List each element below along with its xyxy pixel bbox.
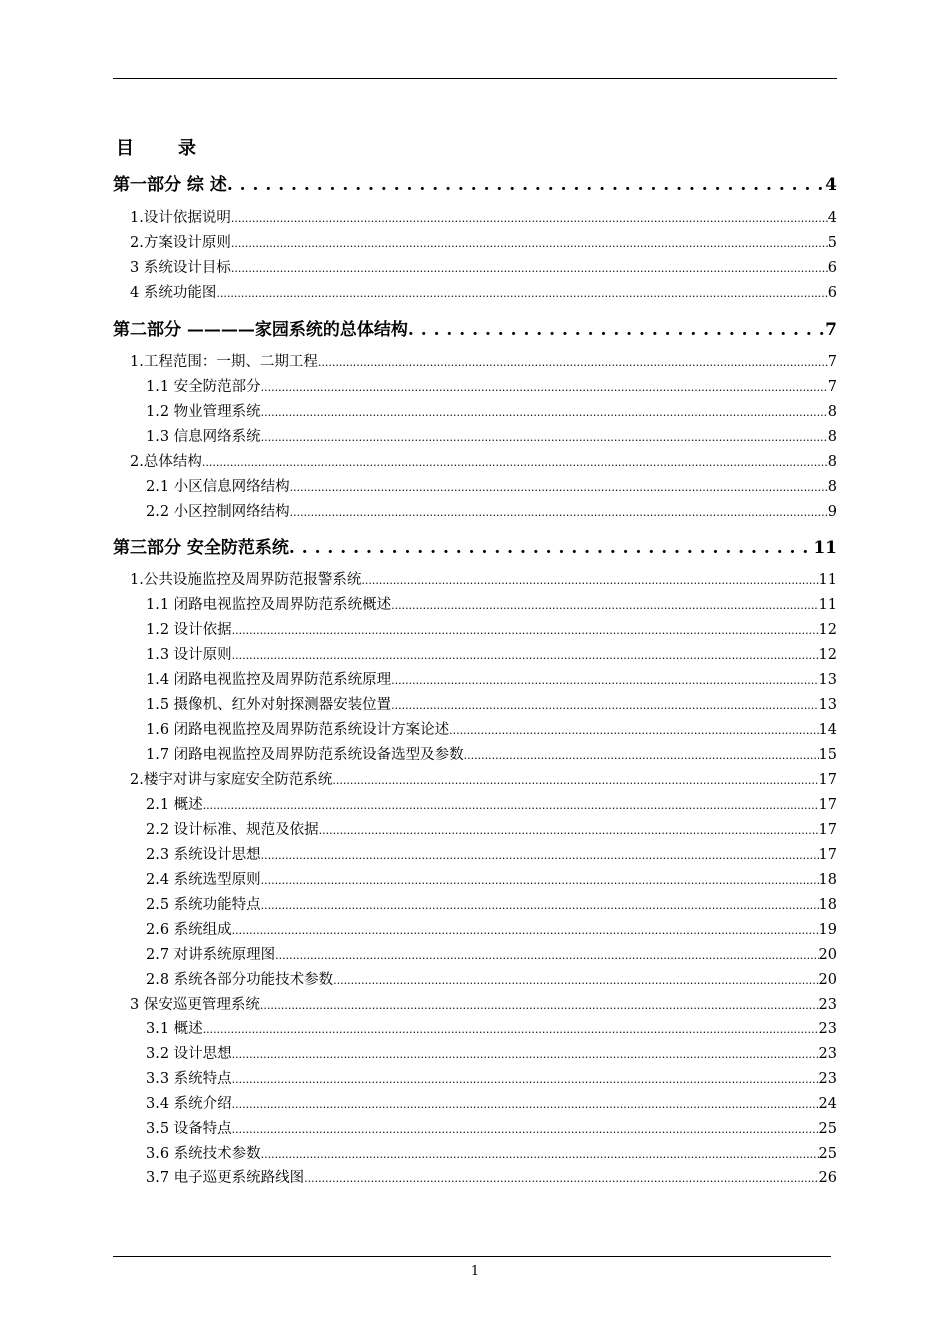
toc-entry-page: 6 xyxy=(827,285,837,301)
toc-entry-label: 3 保安巡更管理系统 xyxy=(130,997,260,1013)
toc-entry-label: 1.5 摄像机、红外对射探测器安装位置 xyxy=(146,697,392,713)
header-rule xyxy=(113,78,837,79)
toc-leader-dots xyxy=(216,285,827,301)
toc-entry-level-3[interactable] xyxy=(146,818,837,838)
toc-leader-dots xyxy=(361,572,818,588)
toc-leader-dots xyxy=(261,872,819,888)
toc-entry-page: 8 xyxy=(827,454,837,470)
toc-title xyxy=(116,134,196,160)
toc-leader-dots xyxy=(232,1071,819,1087)
toc-entry-level-1[interactable] xyxy=(113,315,837,340)
toc-entry-label: 1.4 闭路电视监控及周界防范系统原理 xyxy=(146,672,392,688)
toc-leader-dots xyxy=(261,404,828,420)
toc-entry-label: 3.3 系统特点 xyxy=(146,1071,232,1087)
toc-entry-page: 11 xyxy=(818,572,837,588)
toc-entry-page: 25 xyxy=(818,1121,837,1137)
toc-entry-level-2[interactable] xyxy=(130,350,837,370)
toc-entry-level-2[interactable] xyxy=(130,256,837,276)
toc-entry-label: 1.2 设计依据 xyxy=(146,622,232,638)
toc-leader-dots xyxy=(391,672,818,688)
toc-entry-label: 2.总体结构 xyxy=(130,454,202,470)
toc-entry-level-3[interactable] xyxy=(146,1142,837,1162)
toc-entry-label: 4 系统功能图 xyxy=(130,285,217,301)
toc-entry-page: 15 xyxy=(818,747,837,763)
toc-entry-page: 12 xyxy=(818,647,837,663)
toc-entry-label: 1.3 信息网络系统 xyxy=(146,429,261,445)
toc-leader-dots xyxy=(289,538,813,558)
toc-leader-dots xyxy=(408,320,825,340)
toc-leader-dots xyxy=(261,1146,819,1162)
toc-entry-level-3[interactable] xyxy=(146,893,837,913)
toc-entry-page: 6 xyxy=(827,260,837,276)
toc-entry-page: 7 xyxy=(827,354,837,370)
toc-entry-level-3[interactable] xyxy=(146,1117,837,1137)
toc-leader-dots xyxy=(290,504,828,520)
toc-entry-page: 23 xyxy=(818,1046,837,1062)
toc-entry-page: 14 xyxy=(818,722,837,738)
toc-entry-level-1[interactable] xyxy=(113,170,837,195)
toc-entry-level-3[interactable] xyxy=(146,1042,837,1062)
toc-entry-page: 8 xyxy=(827,479,837,495)
toc-entry-page: 8 xyxy=(827,429,837,445)
toc-entry-page: 25 xyxy=(818,1146,837,1162)
toc-leader-dots xyxy=(260,997,819,1013)
toc-leader-dots xyxy=(261,847,819,863)
toc-entry-label: 2.2 小区控制网络结构 xyxy=(146,504,290,520)
toc-entry-page: 9 xyxy=(827,504,837,520)
toc-leader-dots xyxy=(261,897,819,913)
toc-entry-label: 2.3 系统设计思想 xyxy=(146,847,261,863)
toc-entry-page: 20 xyxy=(818,947,837,963)
toc-entry-level-3[interactable] xyxy=(146,1017,837,1037)
page-number: 1 xyxy=(470,1264,480,1279)
toc-entry-level-3[interactable] xyxy=(146,968,837,988)
toc-leader-dots xyxy=(203,1021,819,1037)
toc-entry-page: 17 xyxy=(818,847,837,863)
toc-entry-page: 12 xyxy=(818,622,837,638)
toc-entry-label: 2.1 小区信息网络结构 xyxy=(146,479,290,495)
toc-leader-dots xyxy=(202,454,828,470)
toc-entry-page: 11 xyxy=(813,538,837,558)
toc-entry-label: 3.1 概述 xyxy=(146,1021,203,1037)
toc-leader-dots xyxy=(232,1121,819,1137)
toc-entry-label: 3.4 系统介绍 xyxy=(146,1096,232,1112)
toc-entry-page: 18 xyxy=(818,897,837,913)
toc-entry-page: 18 xyxy=(818,872,837,888)
toc-entry-label: 3.7 电子巡更系统路线图 xyxy=(146,1170,305,1186)
toc-entry-label: 1.6 闭路电视监控及周界防范系统设计方案论述 xyxy=(146,722,450,738)
toc-entry-label: 1.设计依据说明 xyxy=(130,210,231,226)
toc-leader-dots xyxy=(232,1046,819,1062)
toc-entry-label: 2.方案设计原则 xyxy=(130,235,231,251)
toc-leader-dots xyxy=(318,354,828,370)
toc-entry-label: 2.6 系统组成 xyxy=(146,922,232,938)
toc-entry-level-3[interactable] xyxy=(146,618,837,638)
toc-leader-dots xyxy=(231,210,828,226)
toc-leader-dots xyxy=(232,922,819,938)
toc-leader-dots xyxy=(261,429,828,445)
toc-entry-level-2[interactable] xyxy=(130,450,837,470)
toc-entry-label: 3 系统设计目标 xyxy=(130,260,231,276)
toc-leader-dots xyxy=(261,379,828,395)
toc-entry-level-3[interactable] xyxy=(146,643,837,663)
toc-entry-page: 17 xyxy=(818,797,837,813)
toc-leader-dots xyxy=(231,260,828,276)
toc-entry-page: 23 xyxy=(818,1021,837,1037)
toc-entry-label: 2.1 概述 xyxy=(146,797,203,813)
toc-leader-dots xyxy=(319,822,819,838)
toc-entry-level-3[interactable] xyxy=(146,475,837,495)
toc-entry-page: 26 xyxy=(818,1170,837,1186)
toc-entry-page: 4 xyxy=(825,175,837,195)
toc-entry-label: 1.1 闭路电视监控及周界防范系统概述 xyxy=(146,597,392,613)
toc-entry-label: 2.4 系统选型原则 xyxy=(146,872,261,888)
toc-entry-level-2[interactable] xyxy=(130,768,837,788)
toc-leader-dots xyxy=(391,597,818,613)
toc-title-char-1: 目 xyxy=(116,138,134,159)
toc-leader-dots xyxy=(290,479,828,495)
toc-entry-label: 1.1 安全防范部分 xyxy=(146,379,261,395)
toc-entry-label: 第一部分 综 述 xyxy=(113,175,227,195)
toc-entry-page: 23 xyxy=(818,997,837,1013)
toc-title-char-2: 录 xyxy=(178,138,196,159)
toc-entry-page: 13 xyxy=(818,697,837,713)
toc-entry-label: 2.7 对讲系统原理图 xyxy=(146,947,276,963)
toc-entry-level-3[interactable] xyxy=(146,793,837,813)
toc-entry-level-2[interactable] xyxy=(130,231,837,251)
toc-leader-dots xyxy=(227,175,825,195)
toc-leader-dots xyxy=(203,797,819,813)
toc-leader-dots xyxy=(332,772,818,788)
toc-entry-level-3[interactable] xyxy=(146,693,837,713)
toc-entry-level-2[interactable] xyxy=(130,281,837,301)
toc-entry-page: 8 xyxy=(827,404,837,420)
toc-entry-page: 19 xyxy=(818,922,837,938)
toc-entry-label: 2.5 系统功能特点 xyxy=(146,897,261,913)
toc-entry-level-3[interactable] xyxy=(146,1067,837,1087)
toc-entry-page: 7 xyxy=(825,320,837,340)
toc-entry-label: 1.公共设施监控及周界防范报警系统 xyxy=(130,572,362,588)
toc-entry-level-3[interactable] xyxy=(146,868,837,888)
toc-entry-level-3[interactable] xyxy=(146,593,837,613)
toc-leader-dots xyxy=(232,647,819,663)
toc-entry-level-2[interactable] xyxy=(130,568,837,588)
toc-leader-dots xyxy=(391,697,818,713)
toc-leader-dots xyxy=(232,622,819,638)
toc-leader-dots xyxy=(333,972,818,988)
toc-entry-level-2[interactable] xyxy=(130,206,837,226)
toc-leader-dots xyxy=(464,747,819,763)
toc-leader-dots xyxy=(231,235,828,251)
toc-entry-page: 24 xyxy=(818,1096,837,1112)
toc-entry-label: 2.楼宇对讲与家庭安全防范系统 xyxy=(130,772,333,788)
toc-entry-level-3[interactable] xyxy=(146,1092,837,1112)
toc-entry-page: 4 xyxy=(827,210,837,226)
toc-entry-label: 3.2 设计思想 xyxy=(146,1046,232,1062)
toc-entry-level-1[interactable] xyxy=(113,533,837,558)
toc-leader-dots xyxy=(449,722,818,738)
toc-entry-level-3[interactable] xyxy=(146,500,837,520)
toc-entry-page: 17 xyxy=(818,822,837,838)
toc-entry-level-3[interactable] xyxy=(146,1166,837,1186)
toc-leader-dots xyxy=(232,1096,819,1112)
footer-rule xyxy=(113,1256,831,1257)
toc-entry-level-3[interactable] xyxy=(146,718,837,738)
toc-entry-page: 20 xyxy=(818,972,837,988)
toc-entry-level-3[interactable] xyxy=(146,668,837,688)
toc-entry-level-3[interactable] xyxy=(146,843,837,863)
toc-entry-label: 2.8 系统各部分功能技术参数 xyxy=(146,972,334,988)
toc-leader-dots xyxy=(304,1170,818,1186)
toc-leader-dots xyxy=(275,947,818,963)
toc-entry-level-3[interactable] xyxy=(146,743,837,763)
toc-entry-label: 1.7 闭路电视监控及周界防范系统设备选型及参数 xyxy=(146,747,464,763)
toc-entry-level-3[interactable] xyxy=(146,943,837,963)
toc-entry-page: 17 xyxy=(818,772,837,788)
toc-entry-label: 3.5 设备特点 xyxy=(146,1121,232,1137)
toc-entry-label: 2.2 设计标准、规范及依据 xyxy=(146,822,319,838)
toc-entry-level-3[interactable] xyxy=(146,918,837,938)
toc-entry-label: 第三部分 安全防范系统 xyxy=(113,538,289,558)
toc-entry-page: 5 xyxy=(827,235,837,251)
toc-entry-page: 7 xyxy=(827,379,837,395)
toc-entry-page: 23 xyxy=(818,1071,837,1087)
toc-entry-label: 1.3 设计原则 xyxy=(146,647,232,663)
toc-entry-label: 1.工程范围：一期、二期工程 xyxy=(130,354,318,370)
toc-entry-label: 1.2 物业管理系统 xyxy=(146,404,261,420)
toc-entry-level-3[interactable] xyxy=(146,375,837,395)
toc-entry-label: 第二部分 ————家园系统的总体结构 xyxy=(113,320,408,340)
toc-entry-level-3[interactable] xyxy=(146,400,837,420)
toc-entry-page: 11 xyxy=(818,597,837,613)
toc-entry-level-2[interactable] xyxy=(130,993,837,1013)
toc-entry-level-3[interactable] xyxy=(146,425,837,445)
toc-entry-page: 13 xyxy=(818,672,837,688)
toc-entry-label: 3.6 系统技术参数 xyxy=(146,1146,261,1162)
